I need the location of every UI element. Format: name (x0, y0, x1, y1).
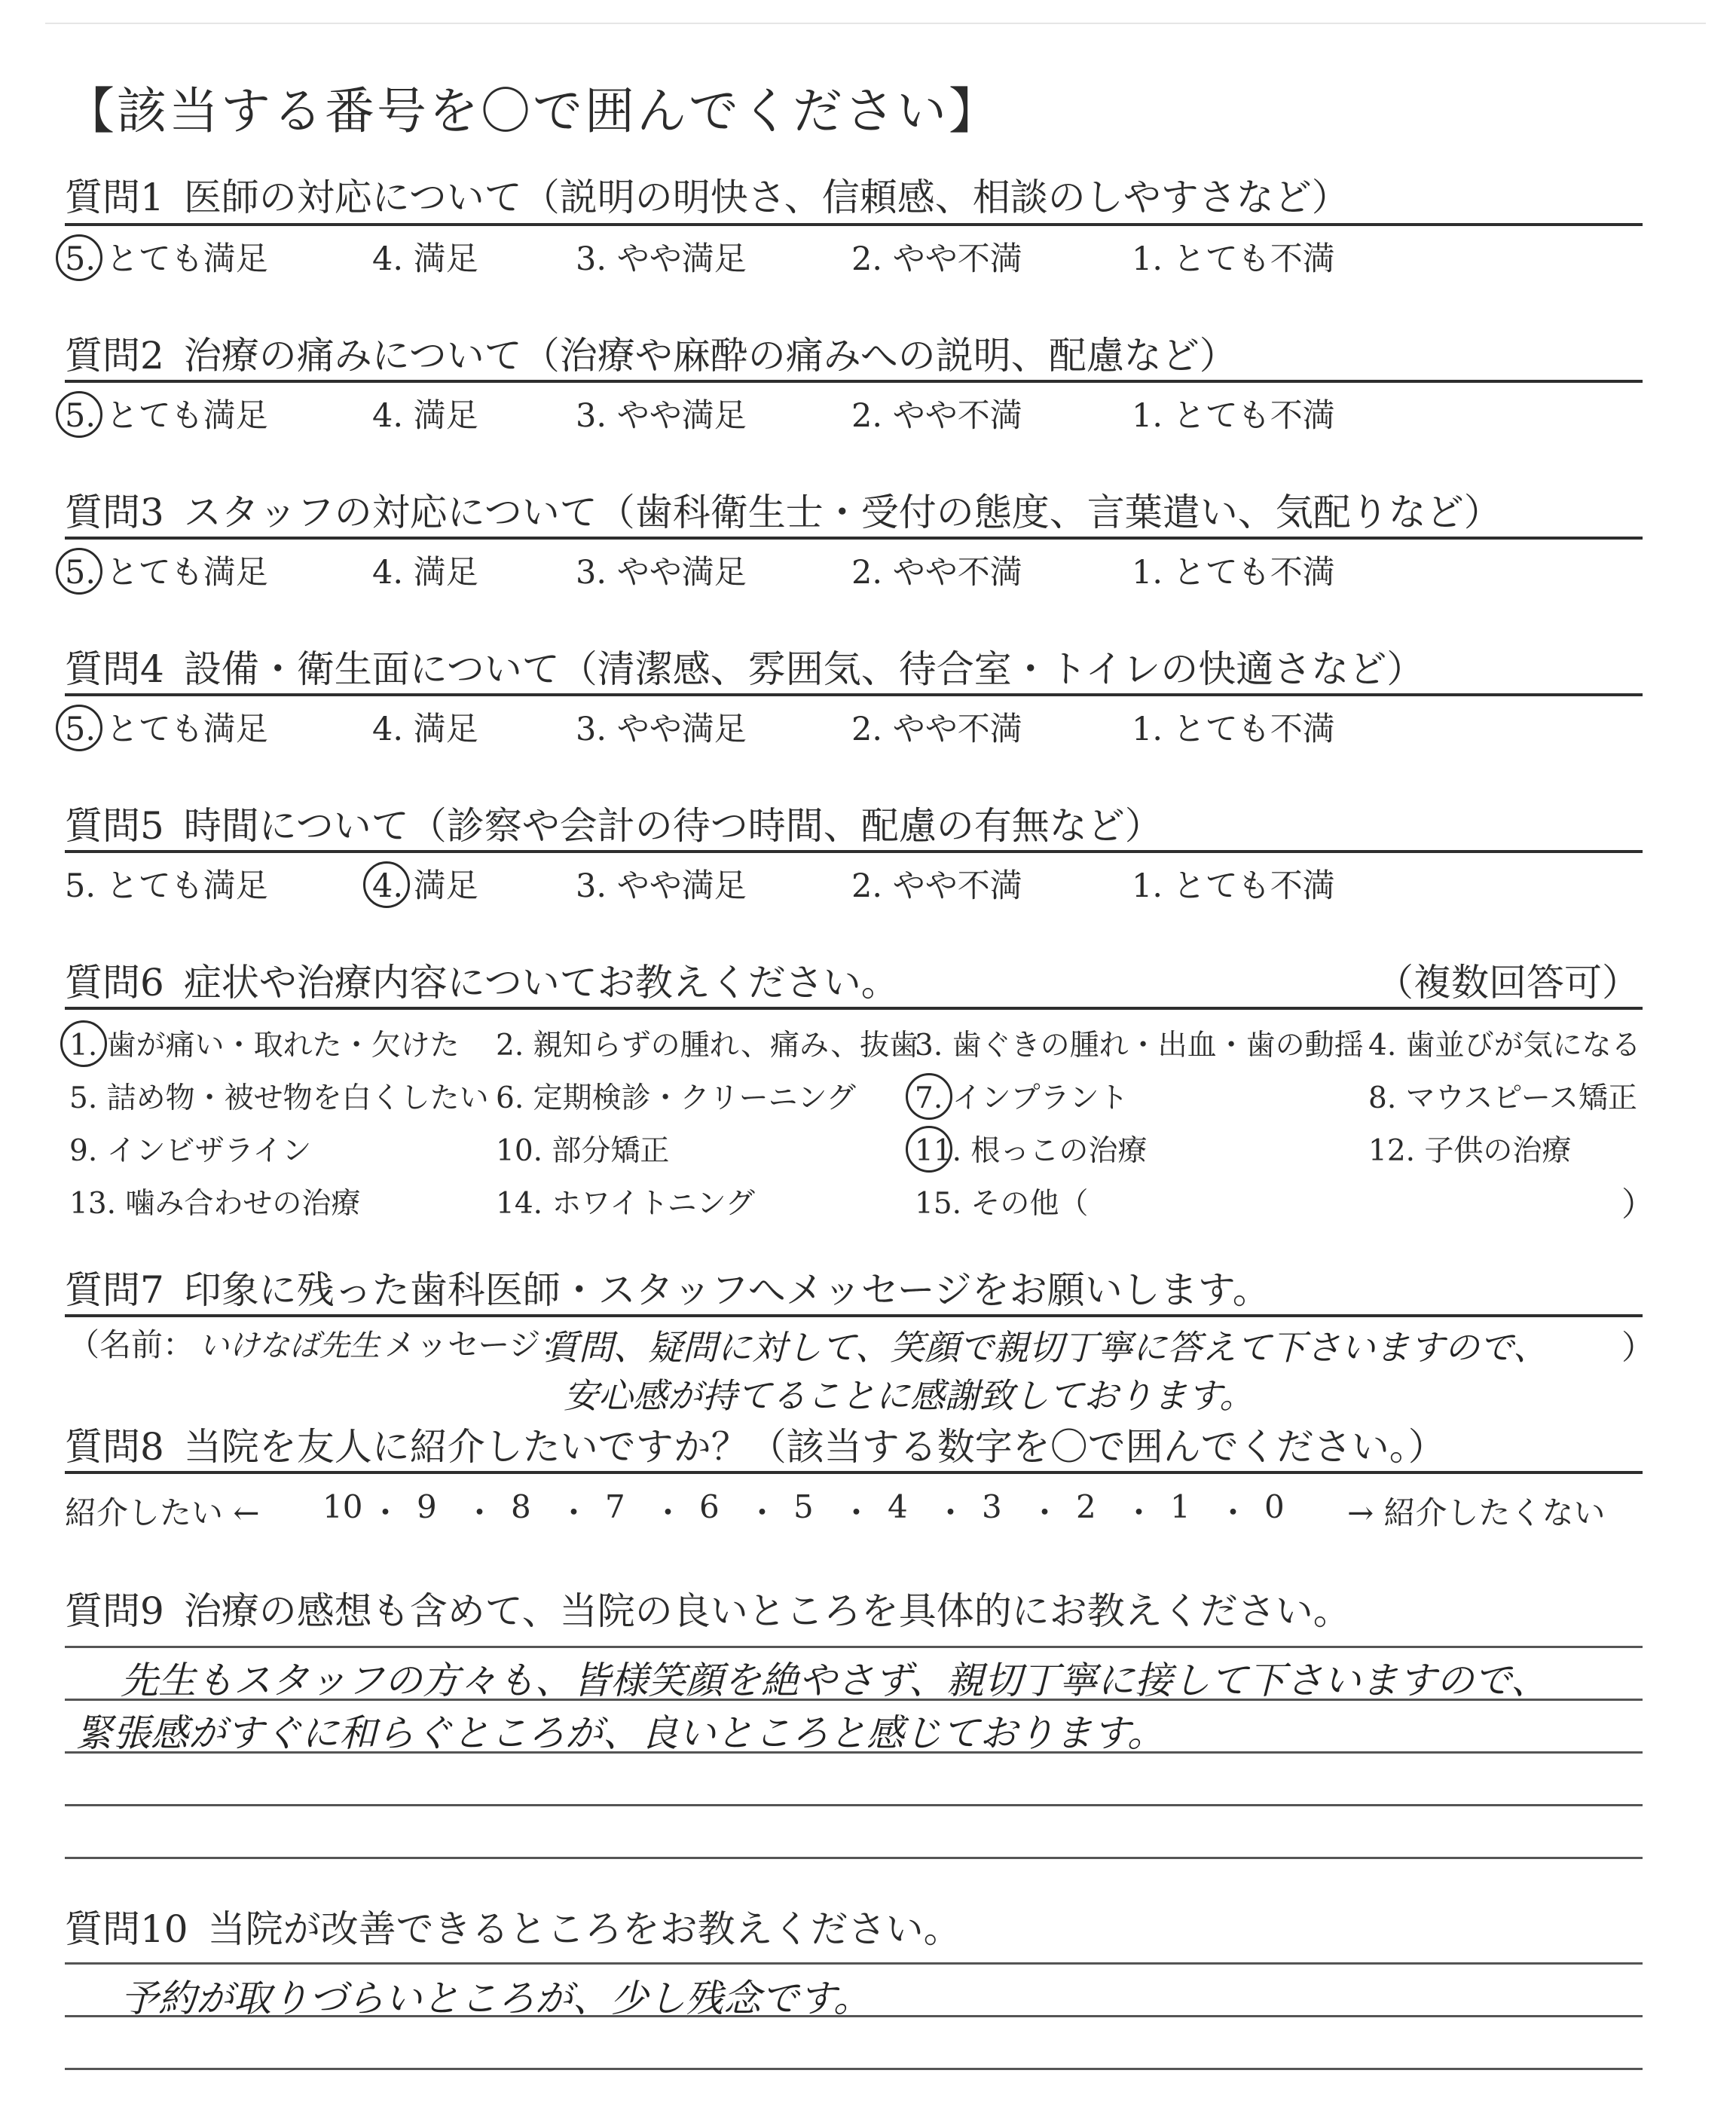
q6-item-9[interactable]: 9. インビザライン (69, 1134, 312, 1168)
question-6-rule (65, 1007, 1643, 1010)
message-name-row (68, 1320, 573, 1365)
scale-value-7[interactable]: 7 (605, 1488, 625, 1525)
question-number: 質問5 (65, 804, 164, 848)
question-text: 治療の痛みについて（治療や麻酔の痛みへの説明、配慮など） (183, 334, 1237, 378)
other-close-paren: ） (1621, 1185, 1655, 1224)
question-text: 設備・衛生面について（清潔感、雰囲気、待合室・トイレの快適さなど） (183, 647, 1425, 691)
scale-value-8[interactable]: 8 (511, 1488, 531, 1525)
q5-option-5[interactable]: 5. とても満足 (65, 867, 268, 905)
q6-item-13[interactable]: 13. 噛み合わせの治療 (69, 1187, 361, 1221)
q6-item-10[interactable]: 10. 部分矯正 (496, 1134, 670, 1168)
circle-mark: 5. とても満足 (65, 390, 268, 436)
q10-handwriting-line-1: 予約が取りづらいところが、少し残念です。 (121, 1977, 871, 2020)
message-handwriting-line-1: 質問、疑問に対して、笑顔で親切丁寧に答えて下さいますので、 (544, 1327, 1548, 1368)
question-number: 質問8 (65, 1425, 164, 1469)
question-text: 当院を友人に紹介したいですか？（該当する数字を〇で囲んでください。） (183, 1425, 1446, 1469)
q6-item-1[interactable] (69, 1022, 460, 1064)
scale-separator: ・ (934, 1494, 967, 1531)
q2-option-4[interactable]: 4. 満足 (372, 397, 478, 435)
question-3-rule (65, 537, 1643, 540)
q4-option-4[interactable]: 4. 満足 (372, 711, 478, 748)
question-5-rule (65, 850, 1643, 853)
question-number: 質問2 (65, 334, 164, 378)
q1-option-5[interactable] (65, 234, 268, 280)
q6-item-11[interactable] (915, 1127, 1147, 1170)
q4-option-3[interactable]: 3. やや満足 (576, 711, 747, 748)
question-text: 印象に残った歯科医師・スタッフへメッセージをお願いします。 (183, 1268, 1270, 1312)
q2-option-2[interactable]: 2. やや不満 (851, 397, 1022, 435)
question-1-title (65, 167, 1349, 222)
message-handwriting-line-2: 安心感が持てることに感謝致しております。 (564, 1375, 1255, 1416)
message-label: メッセージ： (384, 1326, 573, 1363)
question-number: 質問3 (65, 491, 164, 534)
answer-line (65, 2068, 1643, 2070)
q1-option-3[interactable]: 3. やや満足 (576, 240, 747, 278)
circle-mark: 5. とても満足 (65, 547, 268, 593)
scale-separator: ・ (746, 1494, 778, 1531)
scale-value-10[interactable]: 10 (322, 1488, 363, 1525)
q4-option-5[interactable] (65, 704, 268, 750)
question-text: 治療の感想も含めて、当院の良いところを具体的にお教えください。 (183, 1589, 1351, 1633)
question-3-title (65, 482, 1502, 537)
q3-option-4[interactable]: 4. 満足 (372, 554, 478, 592)
question-number: 質問9 (65, 1589, 164, 1633)
q6-item-4[interactable]: 4. 歯並びが気になる (1368, 1029, 1641, 1063)
q6-item-7[interactable] (915, 1075, 1129, 1117)
scale-separator: ・ (558, 1494, 590, 1531)
scale-value-4[interactable]: 4 (888, 1488, 908, 1525)
question-2-title (65, 326, 1237, 380)
circle-mark: 1. 歯が痛い・取れた・欠けた (69, 1022, 460, 1064)
question-8-title (65, 1417, 1446, 1471)
q6-item-12[interactable]: 12. 子供の治療 (1368, 1134, 1572, 1168)
question-7-title (65, 1260, 1270, 1314)
answer-line (65, 1804, 1643, 1806)
page-top-edge (45, 23, 1706, 24)
multiple-answer-note: （複数回答可） (1376, 961, 1640, 1005)
question-number: 質問1 (65, 176, 164, 219)
question-10-title (65, 1899, 961, 1953)
answer-line (65, 1857, 1643, 1859)
q1-option-4[interactable]: 4. 満足 (372, 240, 478, 278)
question-number: 質問10 (65, 1907, 188, 1951)
q1-option-1[interactable]: 1. とても不満 (1132, 240, 1335, 278)
question-text: 医師の対応について（説明の明快さ、信頼感、相談のしやすさなど） (183, 176, 1349, 219)
question-number: 質問4 (65, 647, 164, 691)
q5-option-2[interactable]: 2. やや不満 (851, 867, 1022, 905)
circle-mark: 11. 根っこの治療 (915, 1127, 1147, 1170)
question-4-rule (65, 693, 1643, 696)
q3-option-1[interactable]: 1. とても不満 (1132, 554, 1335, 592)
answer-line (65, 1962, 1643, 1965)
q6-item-5[interactable]: 5. 詰め物・被せ物を白くしたい (69, 1081, 489, 1115)
scale-value-2[interactable]: 2 (1076, 1488, 1096, 1525)
question-text: 時間について（診察や会計の待つ時間、配慮の有無など） (183, 804, 1163, 848)
scale-separator: ・ (840, 1494, 873, 1531)
name-handwritten: いけなば先生 (199, 1329, 381, 1363)
q2-option-1[interactable]: 1. とても不満 (1132, 397, 1335, 435)
q4-option-1[interactable]: 1. とても不満 (1132, 711, 1335, 748)
answer-line (65, 1646, 1643, 1648)
q3-option-2[interactable]: 2. やや不満 (851, 554, 1022, 592)
question-9-title (65, 1581, 1351, 1635)
scale-value-6[interactable]: 6 (699, 1488, 720, 1525)
question-text: スタッフの対応について（歯科衛生士・受付の態度、言葉遣い、気配りなど） (183, 491, 1502, 534)
scale-separator: ・ (369, 1494, 402, 1531)
circle-mark: 5. とても満足 (65, 234, 268, 280)
question-4-title (65, 639, 1424, 693)
q6-item-14[interactable]: 14. ホワイトニング (496, 1187, 755, 1221)
q4-option-2[interactable]: 2. やや不満 (851, 711, 1022, 748)
question-8-rule (65, 1471, 1643, 1474)
q5-option-4[interactable] (372, 861, 478, 907)
scale-separator: ・ (652, 1494, 684, 1531)
scale-separator: ・ (1028, 1494, 1061, 1531)
question-number: 質問6 (65, 961, 164, 1005)
circle-mark: 4. 満足 (372, 861, 478, 907)
q6-item-8[interactable]: 8. マウスピース矯正 (1368, 1081, 1637, 1115)
message-close-paren: ） (1621, 1329, 1655, 1367)
question-7-rule (65, 1314, 1643, 1317)
q3-option-5[interactable] (65, 547, 268, 593)
scale-value-0[interactable]: 0 (1264, 1488, 1285, 1525)
q2-option-3[interactable]: 3. やや満足 (576, 397, 747, 435)
question-1-rule (65, 223, 1643, 226)
circle-mark: 7. インプラント (915, 1075, 1129, 1117)
q5-option-1[interactable]: 1. とても不満 (1132, 867, 1335, 905)
question-6-title (65, 953, 899, 1007)
scale-value-3[interactable]: 3 (982, 1488, 1002, 1525)
scale-separator: ・ (463, 1494, 496, 1531)
q6-item-3[interactable]: 3. 歯ぐきの腫れ・出血・歯の動揺 (915, 1029, 1364, 1063)
not-recommend-label: → 紹介したくない (1347, 1494, 1606, 1531)
q9-handwriting-line-1: 先生もスタッフの方々も、皆様笑顔を絶やさず、親切丁寧に接して下さいますので、 (121, 1659, 1548, 1702)
question-2-rule (65, 380, 1643, 383)
q2-option-5[interactable] (65, 390, 268, 436)
scale-separator: ・ (1123, 1494, 1155, 1531)
name-label: （名前： (68, 1326, 195, 1363)
scale-value-5[interactable]: 5 (793, 1488, 814, 1525)
form-instruction-header: 【該当する番号を〇で囲んでください】 (65, 82, 1001, 140)
scale-value-1[interactable]: 1 (1170, 1488, 1190, 1525)
question-text: 当院が改善できるところをお教えください。 (207, 1907, 961, 1951)
q6-item-6[interactable]: 6. 定期検診・クリーニング (496, 1081, 856, 1115)
q1-option-2[interactable]: 2. やや不満 (851, 240, 1022, 278)
question-text: 症状や治療内容についてお教えください。 (183, 961, 899, 1005)
scale-value-9[interactable]: 9 (417, 1488, 437, 1525)
q3-option-3[interactable]: 3. やや満足 (576, 554, 747, 592)
q6-item-15[interactable]: 15. その他（ (915, 1187, 1089, 1221)
recommend-label: 紹介したい ← (65, 1494, 260, 1531)
question-number: 質問7 (65, 1268, 164, 1312)
question-5-title (65, 796, 1163, 850)
circle-mark: 5. とても満足 (65, 704, 268, 750)
scale-separator: ・ (1217, 1494, 1249, 1531)
q5-option-3[interactable]: 3. やや満足 (576, 867, 747, 905)
q6-item-2[interactable]: 2. 親知らずの腫れ、痛み、抜歯 (496, 1029, 919, 1063)
q9-handwriting-line-2: 緊張感がすぐに和らぐところが、良いところと感じております。 (75, 1711, 1165, 1755)
